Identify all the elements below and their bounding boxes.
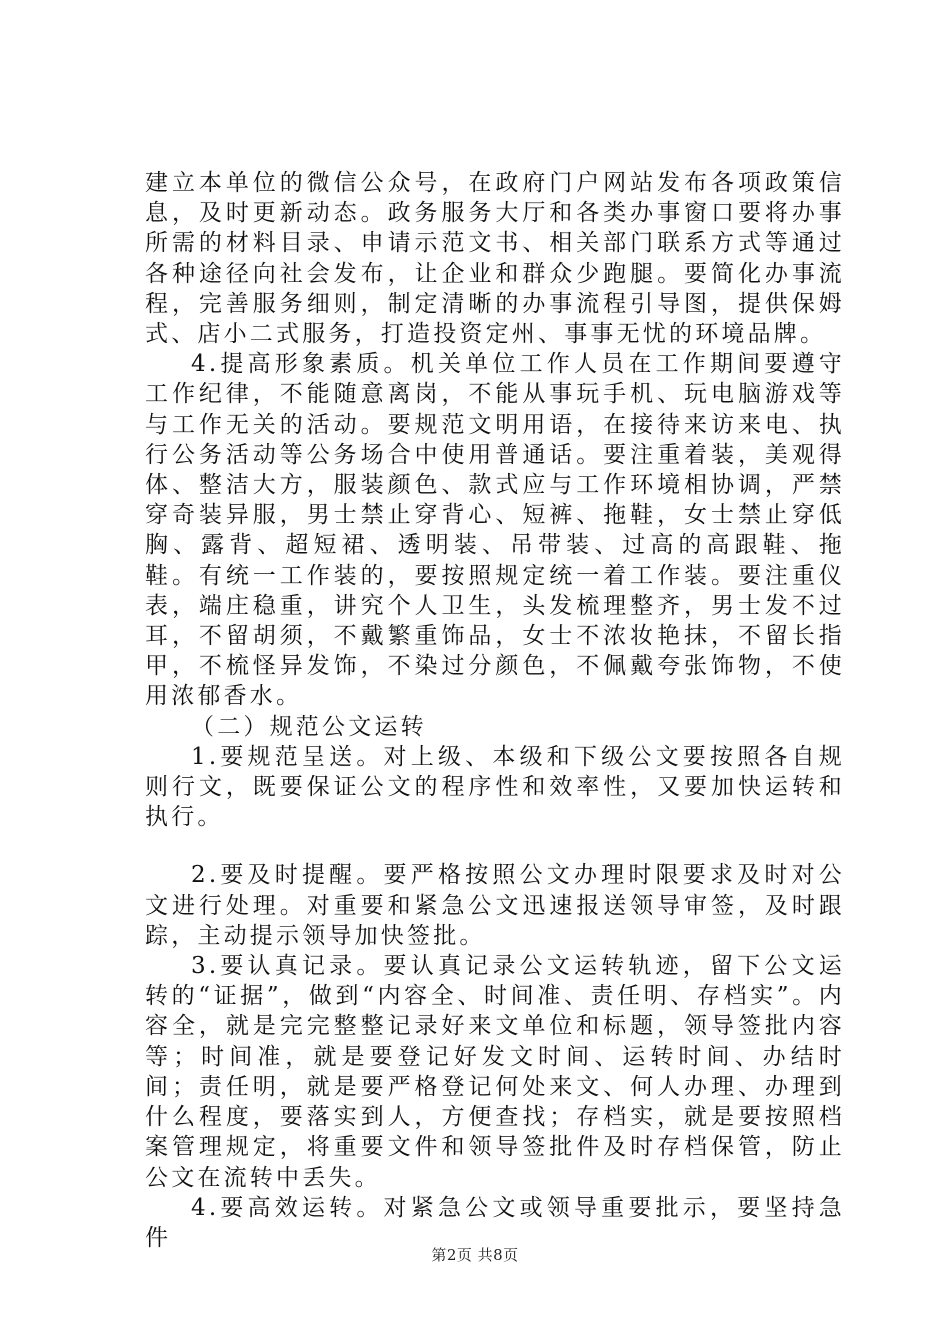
page-number-footer: 第2页 共8页 [431, 1246, 519, 1264]
paragraph-standard-submission: 1.要规范呈送。对上级、本级和下级公文要按照各自规则行文，既要保证公文的程序性和效率性，又要加快运转和执行。 [145, 743, 845, 831]
document-body [145, 168, 845, 1253]
paragraph-service-publicity: 建立本单位的微信公众号，在政府门户网站发布各项政策信息，及时更新动态。政务服务大厅和各类办事窗口要将办事所需的材料目录、申请示范文书、相关部门联系方式等通过各种途径向社会发布，让企业和群众少跑腿。要简化办事流程，完善服务细则，制定清晰的办事流程引导图，提供保姆式、店小二式服务，打造投资定州、事事无忧的环境品牌。 [145, 170, 845, 348]
blank-line [145, 832, 845, 860]
section-heading-document-flow: （二）规范公文运转 [191, 713, 427, 740]
paragraph-efficient-operation: 4.要高效运转。对紧急公文或领导重要批示，要坚持急件 [145, 1194, 845, 1251]
paragraph-image-quality: 4.提高形象素质。机关单位工作人员在工作期间要遵守工作纪律，不能随意离岗，不能从事玩手机、玩电脑游戏等与工作无关的活动。要规范文明用语，在接待来访来电、执行公务活动等公务场合中使用普通话。要注重着装，美观得体、整洁大方，服装颜色、款式应与工作环境相协调，严禁穿奇装异服，男士禁止穿背心、短裤、拖鞋，女士禁止穿低胸、露背、超短裙、透明装、吊带装、过高的高跟鞋、拖鞋。有统一工作装的，要按照规定统一着工作装。要注重仪表，端庄稳重，讲究个人卫生，头发梳理整齐，男士发不过耳，不留胡须，不戴繁重饰品，女士不浓妆艳抹，不留长指甲，不梳怪异发饰，不染过分颜色，不佩戴夸张饰物，不使用浓郁香水。 [145, 351, 845, 710]
paragraph-timely-reminder: 2.要及时提醒。要严格按照公文办理时限要求及时对公文进行处理。对重要和紧急公文迅速报送领导审签，及时跟踪，主动提示领导加快签批。 [145, 862, 845, 949]
paragraph-careful-recording: 3.要认真记录。要认真记录公文运转轨迹，留下公文运转的“证据”，做到“内容全、时间准、责任明、存档实”。内容全，就是完完整整记录好来文单位和标题，领导签批内容等；时间准，就是要登记好发文时间、运转时间、办结时间；责任明，就是要严格登记何处来文、何人办理、办理到什么程度，要落实到人，方便查找；存档实，就是要按照档案管理规定，将重要文件和领导签批件及时存档保管，防止公文在流转中丢失。 [145, 953, 845, 1191]
